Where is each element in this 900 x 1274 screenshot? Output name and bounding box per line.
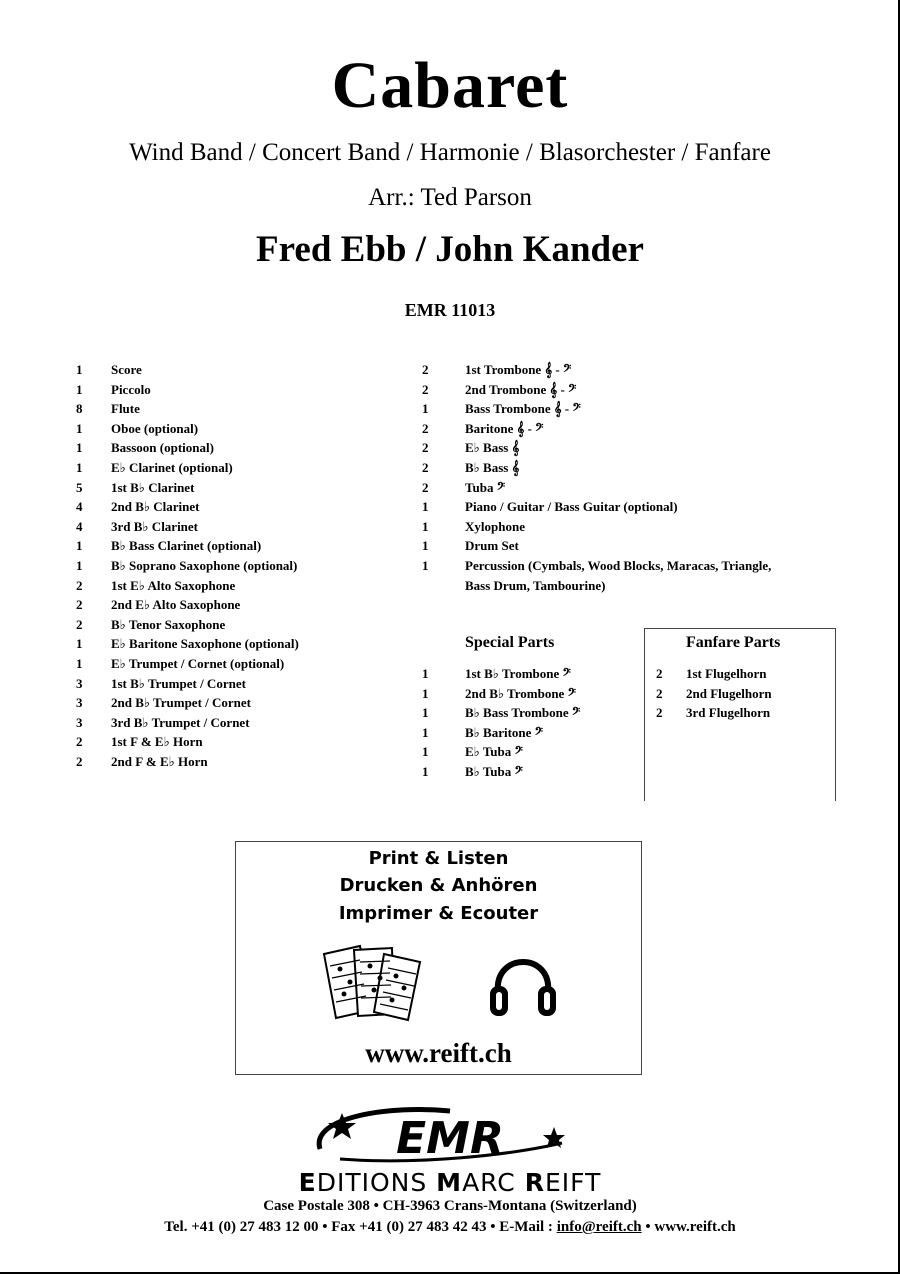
part-quantity: 3	[76, 714, 83, 730]
part-quantity: 2	[76, 597, 83, 613]
part-name: 3rd B♭ Clarinet	[111, 518, 199, 534]
part-quantity: 1	[422, 724, 429, 740]
part-name: E♭ Trumpet / Cornet (optional)	[111, 655, 285, 671]
part-name: B♭ Bass Clarinet (optional)	[111, 538, 262, 554]
part-quantity: 2	[422, 381, 429, 397]
part-quantity: 1	[422, 557, 429, 573]
publisher-address: Case Postale 308 • CH-3963 Crans-Montana (Switzerland)	[263, 1198, 637, 1214]
part-name: B♭ Baritone 𝄢	[465, 724, 544, 740]
part-quantity: 1	[422, 499, 429, 515]
special-parts-heading: Special Parts	[465, 634, 555, 651]
part-quantity: 2	[76, 734, 83, 750]
sheet-music-icon	[320, 942, 430, 1022]
part-quantity: 2	[76, 616, 83, 632]
part-name: 2nd Flugelhorn	[686, 685, 772, 701]
contact-website[interactable]: • www.reift.ch	[641, 1219, 736, 1235]
print-listen-line-fr: Imprimer & Ecouter	[338, 903, 539, 924]
publisher-initial-m: M	[436, 1168, 463, 1197]
part-name: B♭ Soprano Saxophone (optional)	[111, 557, 298, 573]
part-quantity: 1	[76, 459, 83, 475]
part-name: E♭ Baritone Saxophone (optional)	[111, 636, 299, 652]
part-name: 3rd Flugelhorn	[686, 705, 771, 721]
part-quantity: 1	[422, 666, 429, 681]
part-name: B♭ Bass 𝄞	[465, 459, 520, 475]
part-name: 3rd B♭ Trumpet / Cornet	[111, 714, 250, 730]
part-quantity: 2	[422, 479, 429, 495]
print-listen-box	[235, 841, 642, 1075]
part-name: 2nd B♭ Trumpet / Cornet	[111, 695, 251, 711]
fanfare-parts-heading: Fanfare Parts	[686, 634, 781, 651]
publisher-word-2: ARC	[462, 1168, 525, 1197]
part-name: Piano / Guitar / Bass Guitar (optional)	[465, 499, 678, 515]
part-name: E♭ Bass 𝄞	[465, 440, 520, 456]
part-quantity: 1	[76, 440, 83, 456]
part-quantity: 1	[422, 744, 429, 760]
part-name: Xylophone	[465, 518, 525, 534]
part-quantity: 1	[422, 705, 429, 721]
part-name: 2nd Trombone 𝄞 - 𝄢	[465, 381, 577, 397]
part-quantity: 2	[656, 685, 663, 701]
part-quantity: 1	[422, 538, 429, 554]
part-name: Tuba 𝄢	[465, 479, 506, 495]
part-name: Bassoon (optional)	[111, 440, 214, 456]
part-quantity: 1	[422, 685, 429, 701]
print-listen-line-en: Print & Listen	[368, 848, 509, 869]
part-name: 1st Trombone 𝄞 - 𝄢	[465, 362, 572, 377]
part-quantity: 1	[422, 401, 429, 417]
part-quantity: 2	[422, 459, 429, 475]
part-quantity: 2	[422, 420, 429, 436]
part-quantity: 1	[76, 538, 83, 554]
part-quantity: 1	[76, 655, 83, 671]
part-name: Oboe (optional)	[111, 420, 199, 436]
part-quantity: 1	[76, 362, 83, 377]
email-link[interactable]: info@reift.ch	[556, 1219, 642, 1235]
part-name: 2nd F & E♭ Horn	[111, 753, 208, 769]
publisher-name	[0, 1168, 900, 1197]
part-name: 1st B♭ Trombone 𝄢	[465, 666, 571, 681]
part-quantity: 1	[76, 420, 83, 436]
logo-text: EMR	[396, 1113, 504, 1164]
part-name: 1st F & E♭ Horn	[111, 734, 203, 750]
part-name: 1st Flugelhorn	[686, 666, 767, 681]
part-quantity: 1	[76, 557, 83, 573]
part-name: Piccolo	[111, 381, 151, 397]
part-quantity: 4	[76, 518, 83, 534]
part-quantity: 2	[76, 753, 83, 769]
part-quantity: 1	[76, 381, 83, 397]
part-quantity: 2	[76, 577, 83, 593]
part-name: 2nd B♭ Clarinet	[111, 499, 200, 515]
part-name: Drum Set	[465, 538, 519, 554]
part-name: B♭ Tuba 𝄢	[465, 763, 523, 779]
part-name: 1st B♭ Trumpet / Cornet	[111, 675, 246, 691]
part-quantity: 5	[76, 479, 83, 495]
part-name: Score	[111, 362, 142, 377]
part-quantity: 2	[422, 362, 429, 377]
part-name: 1st E♭ Alto Saxophone	[111, 577, 236, 593]
part-name: Baritone 𝄞 - 𝄢	[465, 420, 544, 436]
part-quantity: 1	[76, 636, 83, 652]
part-name: Flute	[111, 401, 140, 417]
part-quantity: 2	[422, 440, 429, 456]
publisher-initial-r: R	[524, 1168, 545, 1197]
arranger-credit: Arr.: Ted Parson	[368, 184, 532, 211]
part-quantity: 3	[76, 695, 83, 711]
ensemble-subtitle: Wind Band / Concert Band / Harmonie / Blasorchester / Fanfare	[129, 139, 771, 166]
part-quantity: 2	[656, 705, 663, 721]
part-name: 2nd E♭ Alto Saxophone	[111, 597, 241, 613]
part-quantity: 2	[656, 666, 663, 681]
part-name: 2nd B♭ Trombone 𝄢	[465, 685, 576, 701]
part-name: B♭ Tenor Saxophone	[111, 616, 226, 632]
headphones-icon	[488, 942, 558, 1022]
piece-title: Cabaret	[331, 49, 569, 122]
catalog-code: EMR 11013	[404, 300, 496, 320]
part-quantity: 3	[76, 675, 83, 691]
part-quantity: 8	[76, 401, 83, 417]
part-name: 1st B♭ Clarinet	[111, 479, 195, 495]
emr-logo	[300, 1103, 600, 1169]
contact-phone-fax: Tel. +41 (0) 27 483 12 00 • Fax +41 (0) 27 483 42 43 • E-Mail :	[164, 1219, 557, 1235]
publisher-word-3: EIFT	[544, 1168, 602, 1197]
publisher-contact	[0, 1219, 900, 1236]
publisher-word-1: DITIONS	[316, 1168, 437, 1197]
part-name: E♭ Tuba 𝄢	[465, 744, 523, 760]
print-listen-line-de: Drucken & Anhören	[339, 875, 538, 896]
part-name: Bass Trombone 𝄞 - 𝄢	[465, 401, 581, 417]
part-name: B♭ Bass Trombone 𝄢	[465, 705, 581, 721]
part-name: E♭ Clarinet (optional)	[111, 459, 233, 475]
part-quantity: 4	[76, 499, 83, 515]
website-url[interactable]: www.reift.ch	[365, 1038, 512, 1068]
part-name: Percussion (Cymbals, Wood Blocks, Maracas, Triangle, Bass Drum, Tambourine)	[465, 557, 772, 593]
part-quantity: 1	[422, 763, 429, 779]
composer-credit: Fred Ebb / John Kander	[256, 229, 644, 270]
part-quantity: 1	[422, 518, 429, 534]
publisher-initial-e: E	[298, 1168, 317, 1197]
